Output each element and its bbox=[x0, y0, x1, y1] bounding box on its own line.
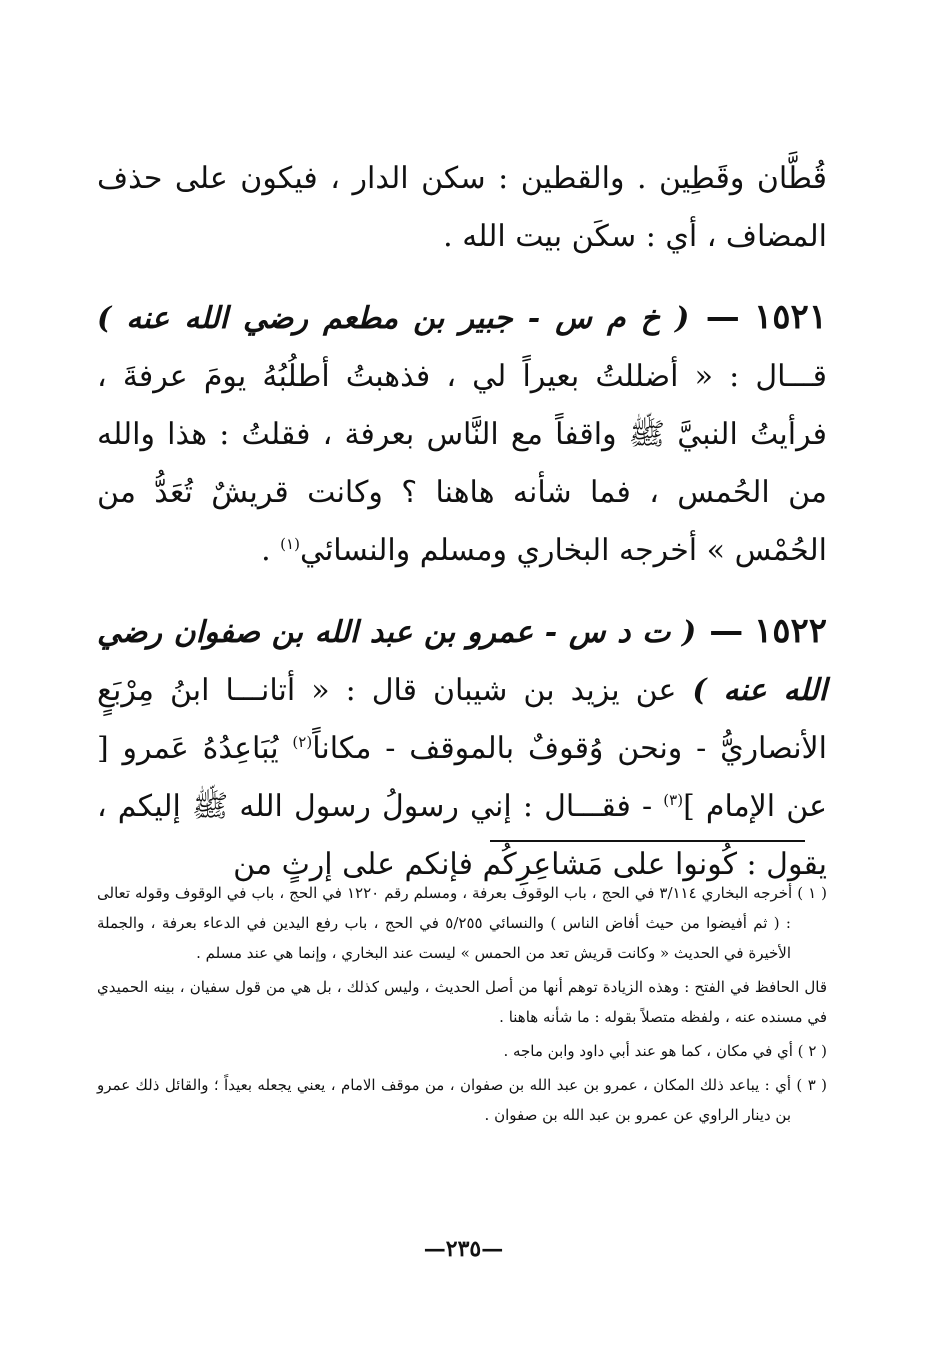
hadith-reference: أخرجه البخاري ومسلم والنسائي bbox=[299, 533, 698, 568]
hadith-number: ١٥٢١ bbox=[753, 297, 828, 337]
footnote-marker: (٣) bbox=[663, 791, 684, 809]
page-number: —٢٣٥— bbox=[423, 1236, 504, 1262]
footnotes bbox=[97, 878, 827, 1134]
hadith-1522: ١٥٢٢ — ( ت د س - عمرو بن عبد الله بن صفوان رضي الله عنه ) عن يزيد بن شيبان قال : « أتانـــا ابنُ مِرْبَعٍ الأنصاريُّ - ونحن وُقوفٌ بالموقف - مكاناً$^{(٢)}$ يُبَاعِدُهُ عَمرو [ عن الإمام ]$^{(٣)}$ - فقـــال : إني رسولُ رسول الله ﷺ إليكم ، يقول : كُونوا على مَشاعِرِكُم فإنكم على إرثٍ من bbox=[97, 611, 828, 882]
hadith-text-part-b: يُبَاعِدُهُ عَمرو [ عن الإمام ] bbox=[97, 731, 827, 824]
footnote-divider bbox=[490, 840, 805, 842]
footnote-1: ( ١ ) أخرجه البخاري ٣/١١٤ في الحج ، باب الوقوف بعرفة ، ومسلم رقم ١٢٢٠ في الحج ، باب في الوقوف وقوله تعالى : ( ثم أفيضوا من حيث أفاض الناس ) والنسائي ٥/٢٥٥ في الحج ، باب رفع اليدين في الدعاء بعرفة ، والجملة الأخيرة في الحديث « وكانت قريش تعد من الحمس » ليست عند البخاري ، وإنما هي عند مسلم . bbox=[97, 884, 827, 962]
footnote-1-continued: قال الحافظ في الفتح : وهذه الزيادة توهم أنها من أصل الحديث ، وليس كذلك ، بل هي من قول سفيان ، بينه الحميدي في مسنده عنه ، ولفظه متصلاً بقوله : ما شأنه هاهنا . bbox=[97, 978, 827, 1026]
intro-text: قُطَّان وقَطِين . والقطين : سكن الدار ، فيكون على حذف المضاف ، أي : سكَن بيت الله . bbox=[97, 161, 827, 254]
hadith-text-part-c: - فقـــال : إني رسولُ رسول الله ﷺ إليكم ، يقول : كُونوا على مَشاعِرِكُم فإنكم على إرثٍ من bbox=[97, 789, 827, 882]
footnote-2: ( ٢ ) أي في مكان ، كما هو عند أبي داود وابن ماجه . bbox=[503, 1042, 827, 1060]
hadith-1521: ١٥٢١ — ( خ م س - جبير بن مطعم رضي الله عنه ) قـــال : « أضللتُ بعيراً لي ، فذهبتُ أطلُبُهُ يومَ عرفةَ ، فرأيتُ النبيَّ ﷺ واقفاً مع النَّاس بعرفة ، فقلتُ : هذا والله من الحُمس ، فما شأنه هاهنا ؟ وكانت قريشٌ تُعَدُّ من الحُمْس » أخرجه البخاري ومسلم والنسائي$^{(١)}$ . bbox=[97, 297, 828, 568]
hadith-text: قـــال : « أضللتُ بعيراً لي ، فذهبتُ أطلُبُهُ يومَ عرفةَ ، فرأيتُ النبيَّ ﷺ واقفاً مع النَّاس بعرفة ، فقلتُ : هذا والله من الحُمس ، فما شأنه هاهنا ؟ وكانت قريشٌ تُعَدُّ من الحُمْس » bbox=[97, 359, 827, 568]
footnote-marker: (١) bbox=[280, 535, 300, 553]
footnote-marker: (٢) bbox=[292, 733, 313, 751]
footnote-3: ( ٣ ) أي : يباعد ذلك المكان ، عمرو بن عبد الله بن صفوان ، من موقف الامام ، يعني يجعله بعيداً ؛ والقائل ذلك عمرو بن دينار الراوي عن عمرو بن عبد الله بن صفوان . bbox=[97, 1076, 827, 1124]
hadith-source: ( ت د س - عمرو بن عبد الله بن صفوان رضي الله عنه ) bbox=[97, 615, 827, 708]
hadith-number: ١٥٢٢ bbox=[753, 611, 827, 651]
paragraph-intro bbox=[97, 150, 827, 266]
main-text bbox=[97, 150, 827, 916]
hadith-text-part-a: عن يزيد بن شيبان قال : « أتانـــا ابنُ مِرْبَعٍ الأنصاريُّ - ونحن وُقوفٌ بالموقف - مكاناً bbox=[97, 673, 828, 766]
hadith-source: ( خ م س - جبير بن مطعم رضي الله عنه ) bbox=[97, 301, 690, 336]
